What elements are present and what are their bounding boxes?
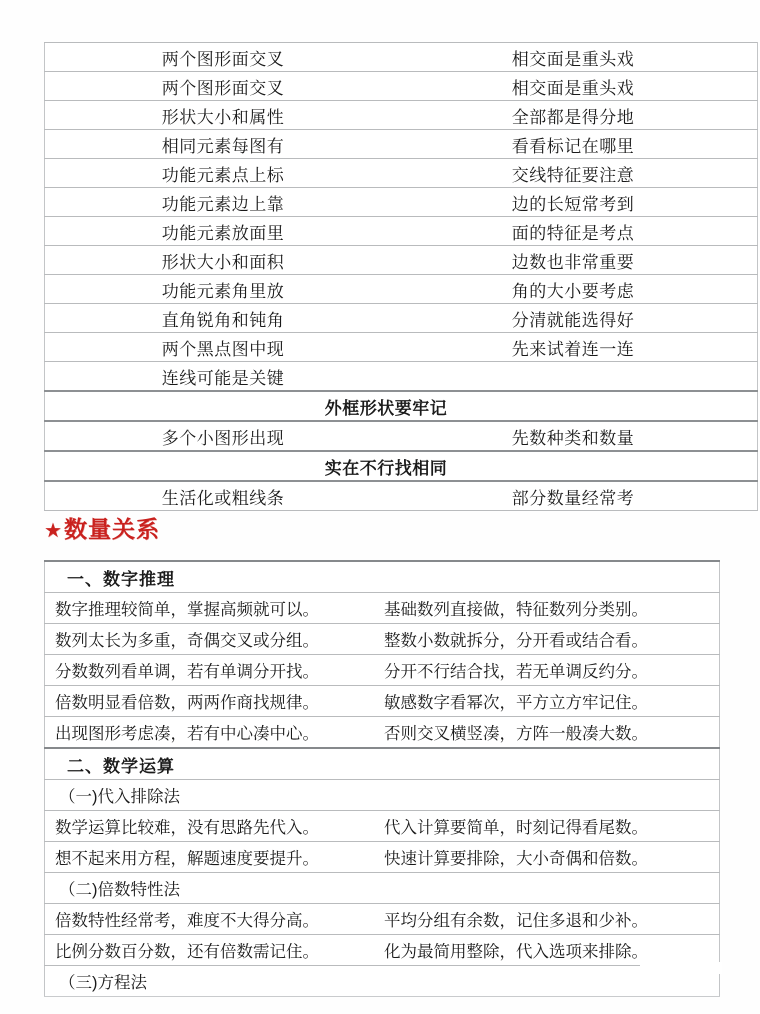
cell-left: 倍数明显看倍数，两两作商找规律。 xyxy=(45,686,383,717)
table-row xyxy=(45,72,758,101)
table-section-header xyxy=(45,561,720,593)
cell-left: 数学运算比较难，没有思路先代入。 xyxy=(45,811,383,842)
table-row xyxy=(45,421,758,451)
table-row xyxy=(45,811,720,842)
cell-left: 功能元素边上靠 xyxy=(45,188,414,217)
cell-right: 先来试着连一连 xyxy=(413,333,758,362)
table-row xyxy=(45,43,758,72)
table-row xyxy=(45,481,758,511)
section-header-text: 二、数学运算 xyxy=(45,748,720,780)
banner-text: 外框形状要牢记 xyxy=(45,391,758,421)
cell-right: 边的长短常考到 xyxy=(413,188,758,217)
cell-right: 部分数量经常考 xyxy=(413,481,758,511)
table-row xyxy=(45,101,758,130)
table-row xyxy=(45,362,758,392)
cell-right: 分清就能选得好 xyxy=(413,304,758,333)
table-row xyxy=(45,842,720,873)
cell-right: 全部都是得分地 xyxy=(413,101,758,130)
table-row-banner xyxy=(45,451,758,481)
cell-left: 连线可能是关键 xyxy=(45,362,414,392)
section-header-text: 一、数字推理 xyxy=(45,561,720,593)
cell-right: 面的特征是考点 xyxy=(413,217,758,246)
cell-left: 两个图形面交叉 xyxy=(45,72,414,101)
table-row-banner xyxy=(45,391,758,421)
cell-right: 相交面是重头戏 xyxy=(413,43,758,72)
subsection-header-text: （一)代入排除法 xyxy=(45,780,720,811)
subsection-header-text: （二)倍数特性法 xyxy=(45,873,720,904)
table-row xyxy=(45,130,758,159)
page-section-title xyxy=(44,511,160,544)
cell-left: 功能元素角里放 xyxy=(45,275,414,304)
quantitative-relations-table xyxy=(44,560,720,997)
table-row xyxy=(45,159,758,188)
cell-left: 想不起来用方程，解题速度要提升。 xyxy=(45,842,383,873)
cell-left: 倍数特性经常考，难度不大得分高。 xyxy=(45,904,383,935)
cell-right: 代入计算要简单，时刻记得看尾数。 xyxy=(382,811,720,842)
table-row xyxy=(45,304,758,333)
cell-left: 相同元素每图有 xyxy=(45,130,414,159)
cell-left: 生活化或粗线条 xyxy=(45,481,414,511)
table-row xyxy=(45,935,720,966)
table-subsection-header xyxy=(45,873,720,904)
cell-right: 角的大小要考虑 xyxy=(413,275,758,304)
table-section-header xyxy=(45,748,720,780)
bottom-border-clip xyxy=(640,962,722,974)
cell-left: 两个黑点图中现 xyxy=(45,333,414,362)
banner-text: 实在不行找相同 xyxy=(45,451,758,481)
cell-right: 否则交叉横竖凑，方阵一般凑大数。 xyxy=(382,717,720,749)
table-row xyxy=(45,624,720,655)
table-subsection-header xyxy=(45,966,720,997)
table-row xyxy=(45,593,720,624)
cell-left: 比例分数百分数，还有倍数需记住。 xyxy=(45,935,383,966)
table-row xyxy=(45,904,720,935)
cell-right: 边数也非常重要 xyxy=(413,246,758,275)
star-icon: ★ xyxy=(44,520,63,542)
cell-left: 功能元素放面里 xyxy=(45,217,414,246)
table-one-body xyxy=(45,43,758,511)
cell-right: 相交面是重头戏 xyxy=(413,72,758,101)
cell-left: 形状大小和面积 xyxy=(45,246,414,275)
table-row xyxy=(45,717,720,749)
cell-left: 多个小图形出现 xyxy=(45,421,414,451)
table-subsection-header xyxy=(45,780,720,811)
cell-left: 出现图形考虑凑，若有中心凑中心。 xyxy=(45,717,383,749)
cell-right: 先数种类和数量 xyxy=(413,421,758,451)
cell-right: 快速计算要排除，大小奇偶和倍数。 xyxy=(382,842,720,873)
table-row xyxy=(45,686,720,717)
cell-left: 直角锐角和钝角 xyxy=(45,304,414,333)
cell-right: 分开不行结合找，若无单调反约分。 xyxy=(382,655,720,686)
table-row xyxy=(45,275,758,304)
subsection-header-text: （三)方程法 xyxy=(45,966,720,997)
cell-left: 数列太长为多重，奇偶交叉或分组。 xyxy=(45,624,383,655)
cell-left: 数字推理较简单，掌握高频就可以。 xyxy=(45,593,383,624)
cell-left: 形状大小和属性 xyxy=(45,101,414,130)
cell-left: 功能元素点上标 xyxy=(45,159,414,188)
cell-right: 交线特征要注意 xyxy=(413,159,758,188)
table-row xyxy=(45,188,758,217)
cell-right: 平均分组有余数，记住多退和少补。 xyxy=(382,904,720,935)
cell-right: 基础数列直接做，特征数列分类别。 xyxy=(382,593,720,624)
table-row xyxy=(45,333,758,362)
table-row xyxy=(45,655,720,686)
cell-right xyxy=(413,362,758,392)
table-row xyxy=(45,246,758,275)
cell-right: 敏感数字看幂次，平方立方牢记住。 xyxy=(382,686,720,717)
cell-right: 看看标记在哪里 xyxy=(413,130,758,159)
cell-right: 整数小数就拆分，分开看或结合看。 xyxy=(382,624,720,655)
table-row xyxy=(45,217,758,246)
cell-left: 分数数列看单调，若有单调分开找。 xyxy=(45,655,383,686)
cell-right: 化为最简用整除，代入选项来排除。 xyxy=(382,935,720,966)
graphic-reasoning-table xyxy=(44,42,758,511)
cell-left: 两个图形面交叉 xyxy=(45,43,414,72)
table-two-body xyxy=(45,561,720,997)
section-title-text: 数量关系 xyxy=(63,516,160,542)
